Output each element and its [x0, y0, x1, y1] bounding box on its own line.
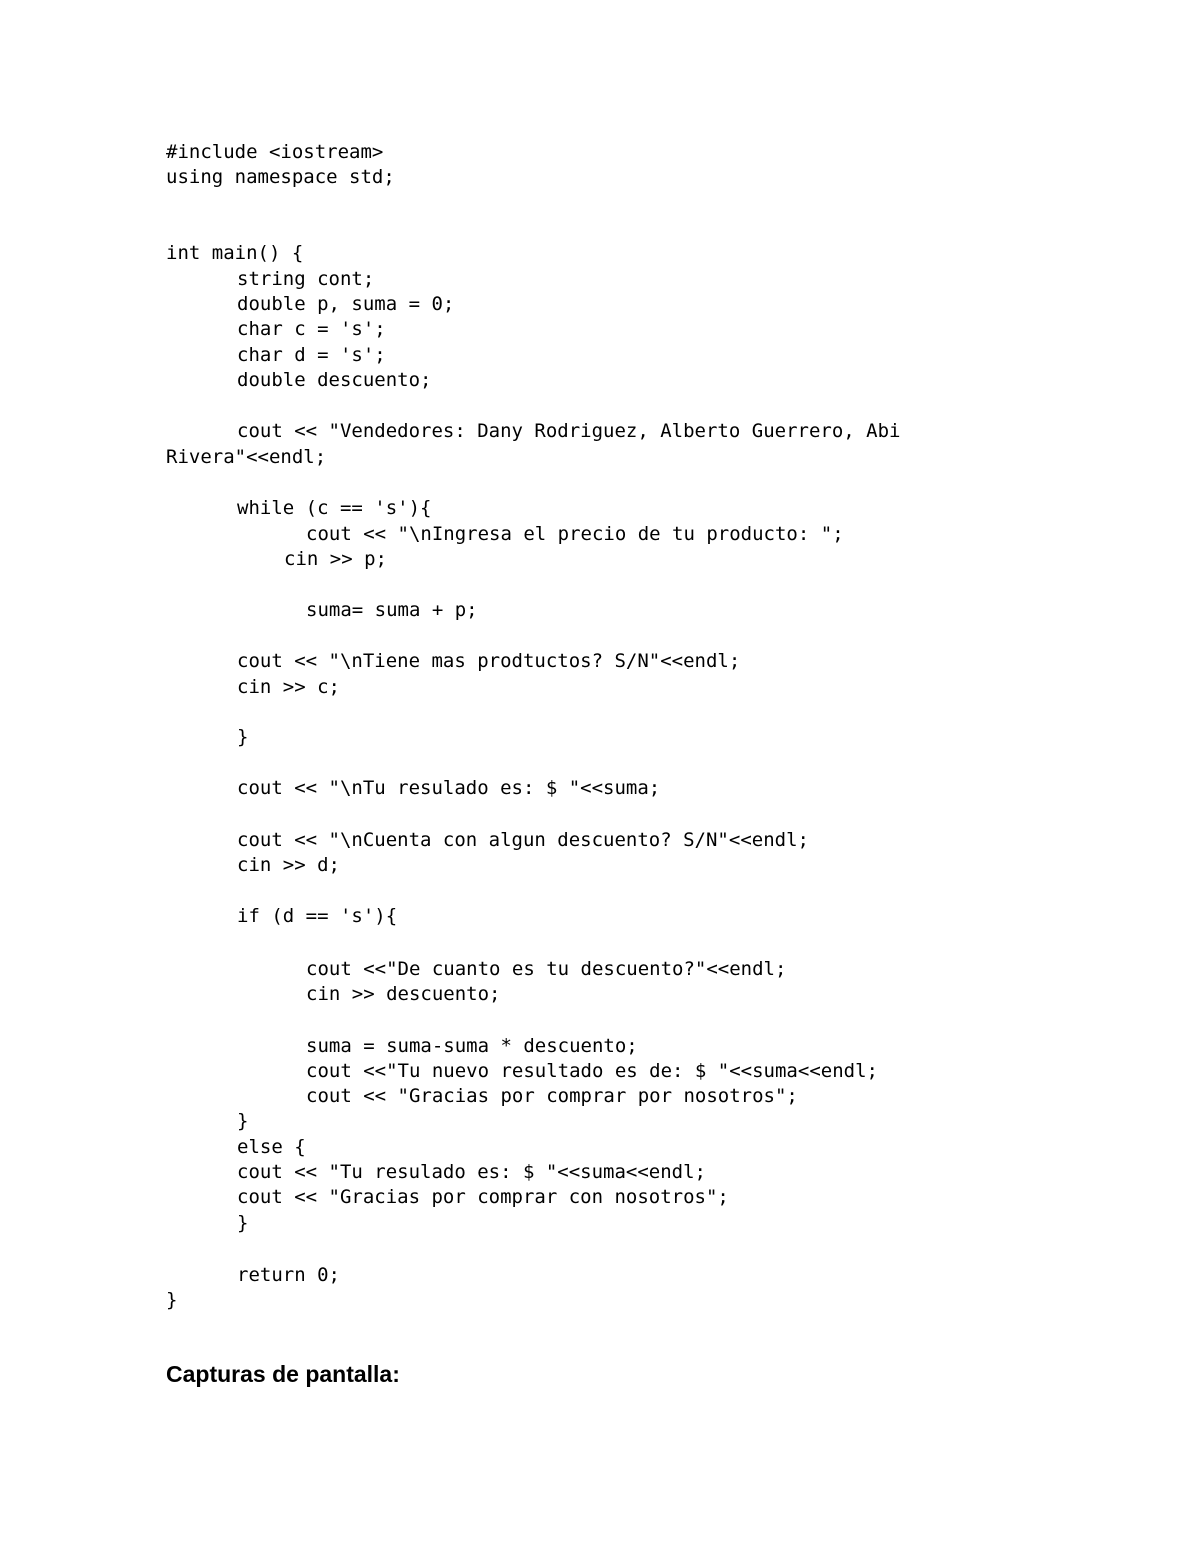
code-line: cin >> c; [237, 676, 340, 698]
code-line: string cont; [237, 268, 375, 290]
code-line: while (c == 's'){ [237, 497, 432, 519]
code-line: cout << "Vendedores: Dany Rodriguez, Alberto Guerrero, Abi [237, 420, 901, 442]
code-line: char d = 's'; [237, 344, 386, 366]
code-line: return 0; [237, 1264, 340, 1286]
code-line: cin >> p; [284, 548, 387, 570]
code-line: double descuento; [237, 369, 432, 391]
code-line: } [237, 1110, 249, 1132]
code-line: suma= suma + p; [306, 599, 478, 621]
code-line: cout << "\nTu resulado es: $ "<<suma; [237, 777, 661, 799]
code-line: using namespace std; [166, 166, 395, 188]
code-line: cin >> descuento; [306, 983, 501, 1005]
code-line: #include <iostream> [166, 141, 384, 163]
code-line: Rivera"<<endl; [166, 446, 327, 468]
code-line: suma = suma-suma * descuento; [306, 1035, 638, 1057]
code-line: cout << "\nCuenta con algun descuento? S/N"<<endl; [237, 829, 809, 851]
code-line: cout <<"De cuanto es tu descuento?"<<endl; [306, 958, 787, 980]
code-line: } [237, 726, 249, 748]
code-line: cout << "\nTiene mas prodtuctos? S/N"<<endl; [237, 650, 741, 672]
section-heading: Capturas de pantalla: [166, 1361, 400, 1387]
code-line: } [237, 1212, 249, 1234]
code-line: else { [237, 1136, 306, 1158]
code-line: cout << "\nIngresa el precio de tu producto: "; [306, 523, 844, 545]
code-line: if (d == 's'){ [237, 905, 398, 927]
code-line: cout << "Gracias por comprar por nosotros"; [306, 1085, 798, 1107]
code-line: char c = 's'; [237, 318, 386, 340]
code-line: cout <<"Tu nuevo resultado es de: $ "<<suma<<endl; [306, 1060, 878, 1082]
code-line: cout << "Gracias por comprar con nosotros"; [237, 1186, 729, 1208]
code-line: cout << "Tu resulado es: $ "<<suma<<endl; [237, 1161, 706, 1183]
code-line: cin >> d; [237, 854, 340, 876]
code-line: } [166, 1289, 178, 1311]
code-line: int main() { [166, 242, 304, 264]
code-line: double p, suma = 0; [237, 293, 455, 315]
